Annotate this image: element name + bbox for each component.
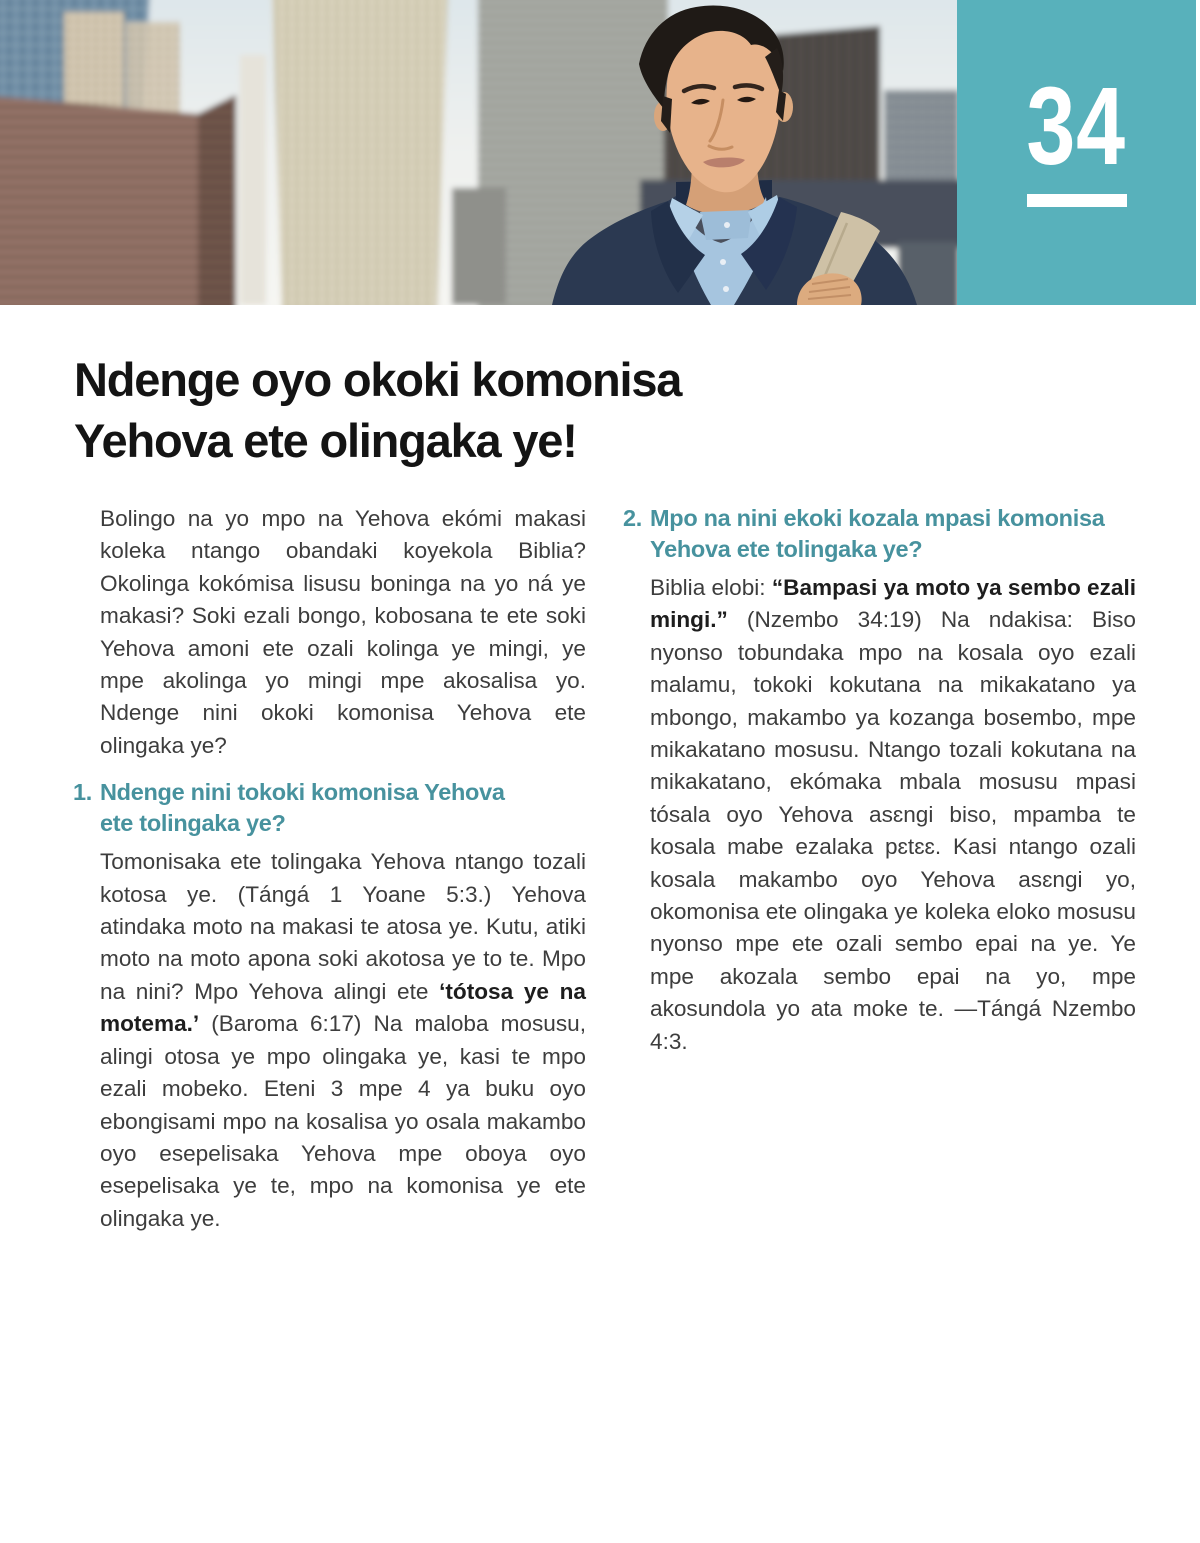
section-2-heading [623,503,1136,565]
lesson-number-underline [1027,194,1127,207]
page-title-line-2: Yehova ete olingaka ye! [74,414,577,467]
section-1-heading-text: Ndenge nini tokoki komonisa Yehova ete tolingaka ye? [100,779,505,837]
section-1-paragraph: Tomonisaka ete tolingaka Yehova ntango tozali kotosa ye. (Tángá 1 Yoane 5:3.) Yehova atindaka moto na makasi te atosa ye. Kutu, atiki moto na moto apona soki akotosa ye to te. Mpo na nini? Mpo Yehova alingi ete ‘tótosa ye na motema.’ (Baroma 6:17) Na maloba mosusu, alingi otosa ye mpo olingaka ye, kasi te mpo ezali mobeko. Eteni 3 mpe 4 ya buku oyo ebongisami mpo na kosalisa yo osala makambo oyo esepelisaka Yehova mpe oboya oyo esepelisaka ye te, mpo na komonisa ye ete olingaka ye. [100,849,586,1231]
section-1 [73,777,586,1235]
content-columns [73,503,1136,1235]
intro-paragraph: Bolingo na yo mpo na Yehova ekómi makasi koleka ntango obandaki koyekola Biblia? Okolinga kokómisa lisusu boninga na yo ná ye makasi? Soki ezali bongo, kobosana te ete soki Yehova amoni ete ozali kolinga ye mingi, ye mpe akolinga yo mingi mpe akosalisa yo. Ndenge nini okoki komonisa Yehova ete olingaka ye? [100,506,586,758]
page-title [74,349,1130,471]
header [0,0,1200,305]
header-photo [0,0,957,305]
header-photo-illustration [0,0,957,305]
section-2-number: 2. [623,505,642,531]
column-right [623,503,1136,1235]
page-title-line-1: Ndenge oyo okoki komonisa [74,353,682,406]
lesson-number: 34 [1026,65,1127,188]
section-2-heading-text: Mpo na nini ekoki kozala mpasi komonisa Yehova ete tolingaka ye? [650,505,1105,562]
section-1-heading [73,777,586,839]
section-1-number: 1. [73,779,92,806]
section-2 [623,503,1136,1058]
lesson-number-badge [957,0,1196,305]
column-left [73,503,586,1235]
section-2-paragraph: Biblia elobi: “Bampasi ya moto ya sembo ezali mingi.” (Nzembo 34:19) Na ndakisa: Biso nyonso tobundaka mpo na kosala oyo ezali malamu, tokoki kokutana na mikakatano ya mbongo, makambo ya kozanga bosembo, mpe mikakatano mosusu. Ntango tozali kokutana na mikakatano, ekómaka mbala mosusu mpasi tósala oyo Yehova asɛngi biso, mpamba te kosala mabe ezalaka pɛtɛɛ. Kasi ntango ozali kosala makambo oyo Yehova asɛngi yo, okomonisa ete olingaka ye koleka eloko mosusu nyonso mpe ete ozali sembo epai na ye. Ye mpe akozala sembo epai na yo, mpe akosundola yo ata moke te. —Tángá Nzembo 4:3. [650,575,1137,1054]
